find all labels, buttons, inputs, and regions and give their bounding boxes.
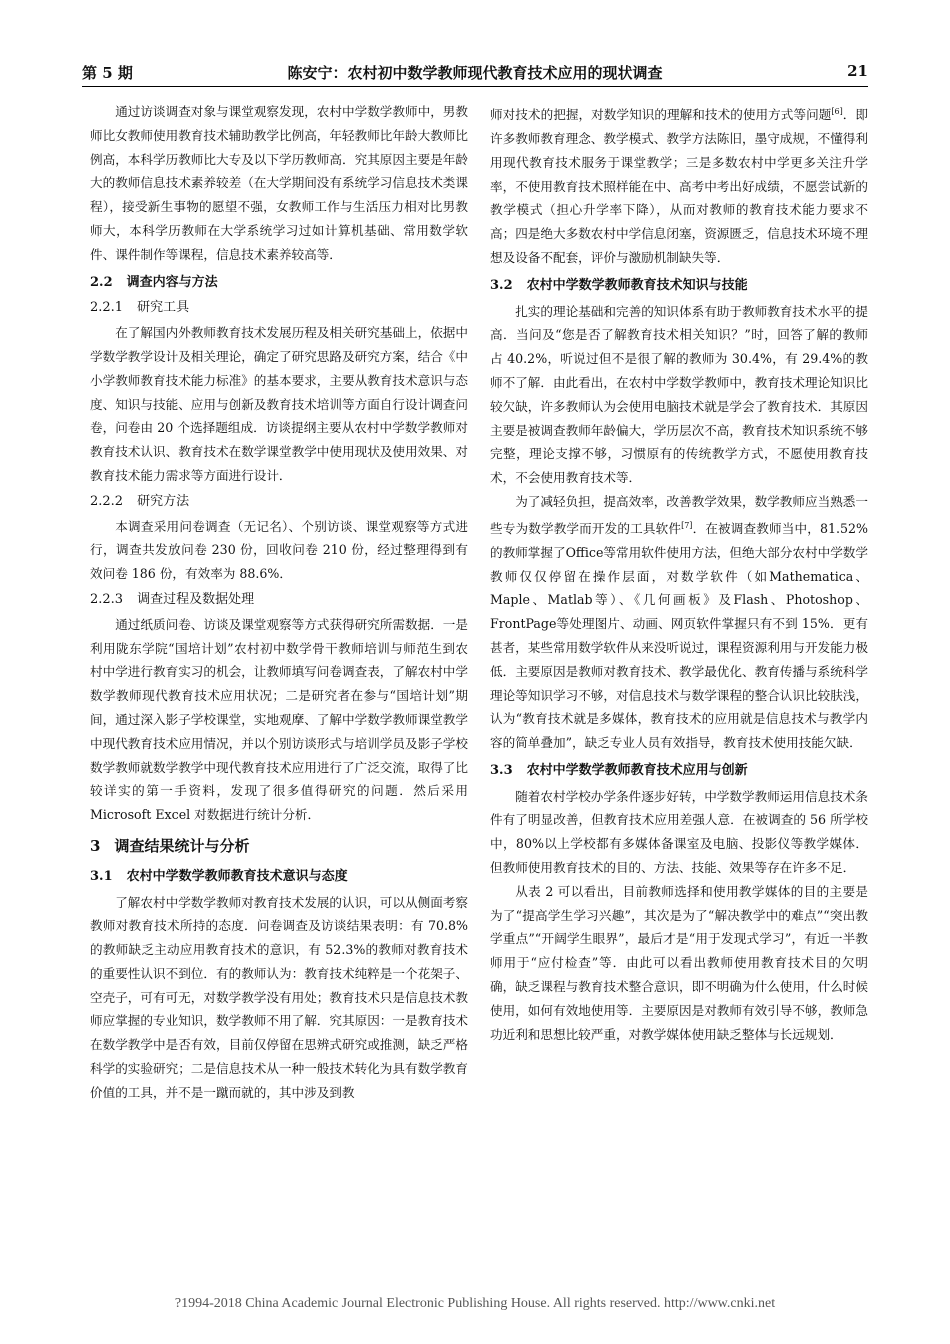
citation-ref: [6] [831,107,843,116]
section-heading-3-3 [490,759,868,783]
paragraph: 通过纸质问卷、访谈及课堂观察等方式获得研究所需数据．一是利用陇东学院“国培计划”农村初中数学骨干教师培训与师范生到农村中学进行教育实习的机会，让教师填写问卷调查表，了解农村中学数学教师现代教育技术应用状况；二是研究者在参与“国培计划”期间，通过深入影子学校课堂，实地观摩、了解中学数学教师课堂教学中现代教育技术应用情况，并以个别访谈形式与培训学员及影子学校数学教师就数学教学中现代教育技术应用进行了广泛交流，取得了比较详实的第一手资料，发现了很多值得研究的问题．然后采用 Microsoft Excel 对数据进行统计分析． [90,616,468,823]
section-number: 2.2.2 [90,493,124,509]
left-column [90,100,468,1105]
citation-ref: [7] [681,520,693,530]
section-title: 农村中学数学教师教育技术应用与创新 [526,762,748,778]
section-heading-3-1 [90,865,468,889]
paragraph: 随着农村学校办学条件逐步好转，中学数学教师运用信息技术条件有了明显改善，但教育技术应用差强人意．在被调查的 56 所学校中，80%以上学校都有多媒体备课室及电脑、投影仪等教学媒体．但教师使用教育技术的目的、方法、技能、效果等存在许多不足． [490,788,868,876]
paragraph: 扎实的理论基础和完善的知识体系有助于教师教育技术水平的提高．当问及“您是否了解教育技术相关知识？”时，回答了解的教师占 40.2%，听说过但不是很了解的教师为 30.4%，有 29.4%的教师不了解．由此看出，在农村中学数学教师中，教育技术理论知识比较欠缺，许多教师认为会使用电脑技术就是学会了教育技术．其原因主要是被调查教师年龄偏大，学历层次不高，教育技术知识系统不够完整，理论支撑不够，习惯原有的传统教学方式，不愿使用教育技术，不会使用教育技术等． [490,303,868,486]
section-heading-3-2 [490,274,868,298]
section-title: 调查过程及数据处理 [137,591,255,607]
section-heading-2-2-2 [90,490,468,514]
section-number: 3.1 [90,868,113,884]
copyright-footer: ?1994-2018 China Academic Journal Electronic Publishing House. All rights reserved. http://www.cnki.net [174,1296,776,1311]
paragraph [490,100,868,270]
paragraph: 本调查采用问卷调查（无记名）、个别访谈、课堂观察等方式进行，调查共发放问卷 230 份，回收问卷 210 份，经过整理得到有效问卷 186 份，有效率为 88.6%． [90,518,468,582]
section-title: 调查结果统计与分析 [114,836,250,855]
section-number: 3.3 [490,762,513,778]
section-heading-2-2-3 [90,588,468,612]
text-run: 为了减轻负担，提高效率，改善教学效果，数学教师应当熟悉一些专为数学教学而开发的工具软件 [490,493,868,536]
text-run: 师对技术的把握，对数学知识的理解和技术的使用方式等问题 [490,107,832,123]
section-number: 2.2.1 [90,300,124,316]
paragraph: 从表 2 可以看出，目前教师选择和使用教学媒体的目的主要是为了“提高学生学习兴趣”，其次是为了“解决教学中的难点”“突出教学重点”“开阔学生眼界”，最后才是“用于发现式学习”，有近一半教师用于“应付检查”等．由此可以看出教师使用教育技术目的欠明确，缺乏课程与教育技术整合意识，即不明确为什么使用，什么时候使用，如何有效地使用等．主要原因是对教师有效引导不够，教师急功近利和思想比较严重，对教学媒体使用缺乏整体与长远规划． [490,883,868,1042]
section-heading-2-2-1 [90,296,468,320]
running-title: 陈安宁：农村初中数学教师现代教育技术应用的现状调查 [287,64,663,82]
section-number: 3 [90,836,101,855]
header-rule [82,86,868,87]
paragraph: 在了解国内外教师教育技术发展历程及相关研究基础上，依据中学数学教学设计及相关理论，确定了研究思路及研究方案，结合《中小学教师教育技术能力标准》的基本要求，主要从教育技术意识与态度、知识与技能、应用与创新及教育技术培训等方面自行设计调查问卷，问卷由 20 个选择题组成．访谈提纲主要从农村中学数学教师对教育技术认识、教育技术在数学课堂教学中使用现状及使用效果、对教育技术能力需求等方面进行设计． [90,325,468,483]
section-number: 3.2 [490,277,513,293]
section-number: 2.2 [90,274,113,290]
section-title: 研究工具 [137,300,190,316]
section-title: 农村中学数学教师教育技术意识与态度 [126,868,348,884]
section-heading-2-2 [90,271,468,295]
section-number: 2.2.3 [90,591,124,607]
paragraph [490,490,868,755]
page-number: 21 [847,62,868,80]
section-title: 研究方法 [137,493,190,509]
text-run: ．在被调查教师当中，81.52%的教师掌握了Office等常用软件使用方法，但绝大部分农村中学数学教师仅仅停留在操作层面，对数学软件（如Mathematica、Maple、Matlab等）、《几何画板》及Flash、Photoshop、FrontPage等处理图片、动画、网页软件掌握只有不到 15%．更有甚者，某些常用数学软件从来没听说过，课程资源利用与开发能力极低．主要原因是教师对教育技术、教学最优化、教育传播与系统科学理论等知识学习不够，对信息技术与数学课程的整合认识比较肤浅，认为“教育技术就是多媒体，教育技术的应用就是信息技术与教学内容的简单叠加”，缺乏专业人员有效指导，教育技术使用技能欠缺． [490,520,868,751]
section-title: 调查内容与方法 [126,274,218,290]
right-column [490,100,868,1046]
section-title: 农村中学数学教师教育技术知识与技能 [526,277,748,293]
text-run: ．即许多教师教育理念、教学模式、教学方法陈旧，墨守成规，不懂得利用现代教育技术服务于课堂教学；三是多数农村中学更多关注升学率，不使用教育技术照样能在中、高考中考出好成绩，不愿尝试新的教学模式（担心升学率下降），从而对教师的教育技术能力要求不高；四是绝大多数农村中学信息闭塞，资源匮乏，信息技术环境不理想及设备不配套，评价与激励机制缺失等． [490,107,869,265]
section-heading-3 [90,835,468,859]
paragraph: 通过访谈调查对象与课堂观察发现，农村中学数学教师中，男教师比女教师使用教育技术辅助教学比例高，年轻教师比年龄大教师比例高，本科学历教师比大专及以下学历教师高．究其原因主要是年龄大的教师信息技术素养较差（在大学期间没有系统学习信息技术类课程），接受新生事物的愿望不强，女教师工作与生活压力相对比男教师大，本科学历教师在大学系统学习过如计算机基础、常用数学软件、课件制作等课程，信息技术素养较高等． [90,104,468,262]
issue-label: 第 5 期 [82,64,133,82]
paragraph: 了解农村中学数学教师对教育技术发展的认识，可以从侧面考察教师对教育技术所持的态度．问卷调查及访谈结果表明：有 70.8%的教师缺乏主动应用教育技术的意识，有 52.3%的教师对教育技术的重要性认识不到位．有的教师认为：教育技术纯粹是一个花架子、空壳子，可有可无，对数学教学没有用处；教育技术只是信息技术教师应掌握的专业知识，数学教师不用了解．究其原因：一是教育技术在数学教学中是否有效，目前仅停留在思辨式研究或推测，缺乏严格科学的实验研究；二是信息技术从一种一般技术转化为具有数学教育价值的工具，并不是一蹴而就的，其中涉及到教 [90,894,468,1100]
page-header [82,58,868,88]
